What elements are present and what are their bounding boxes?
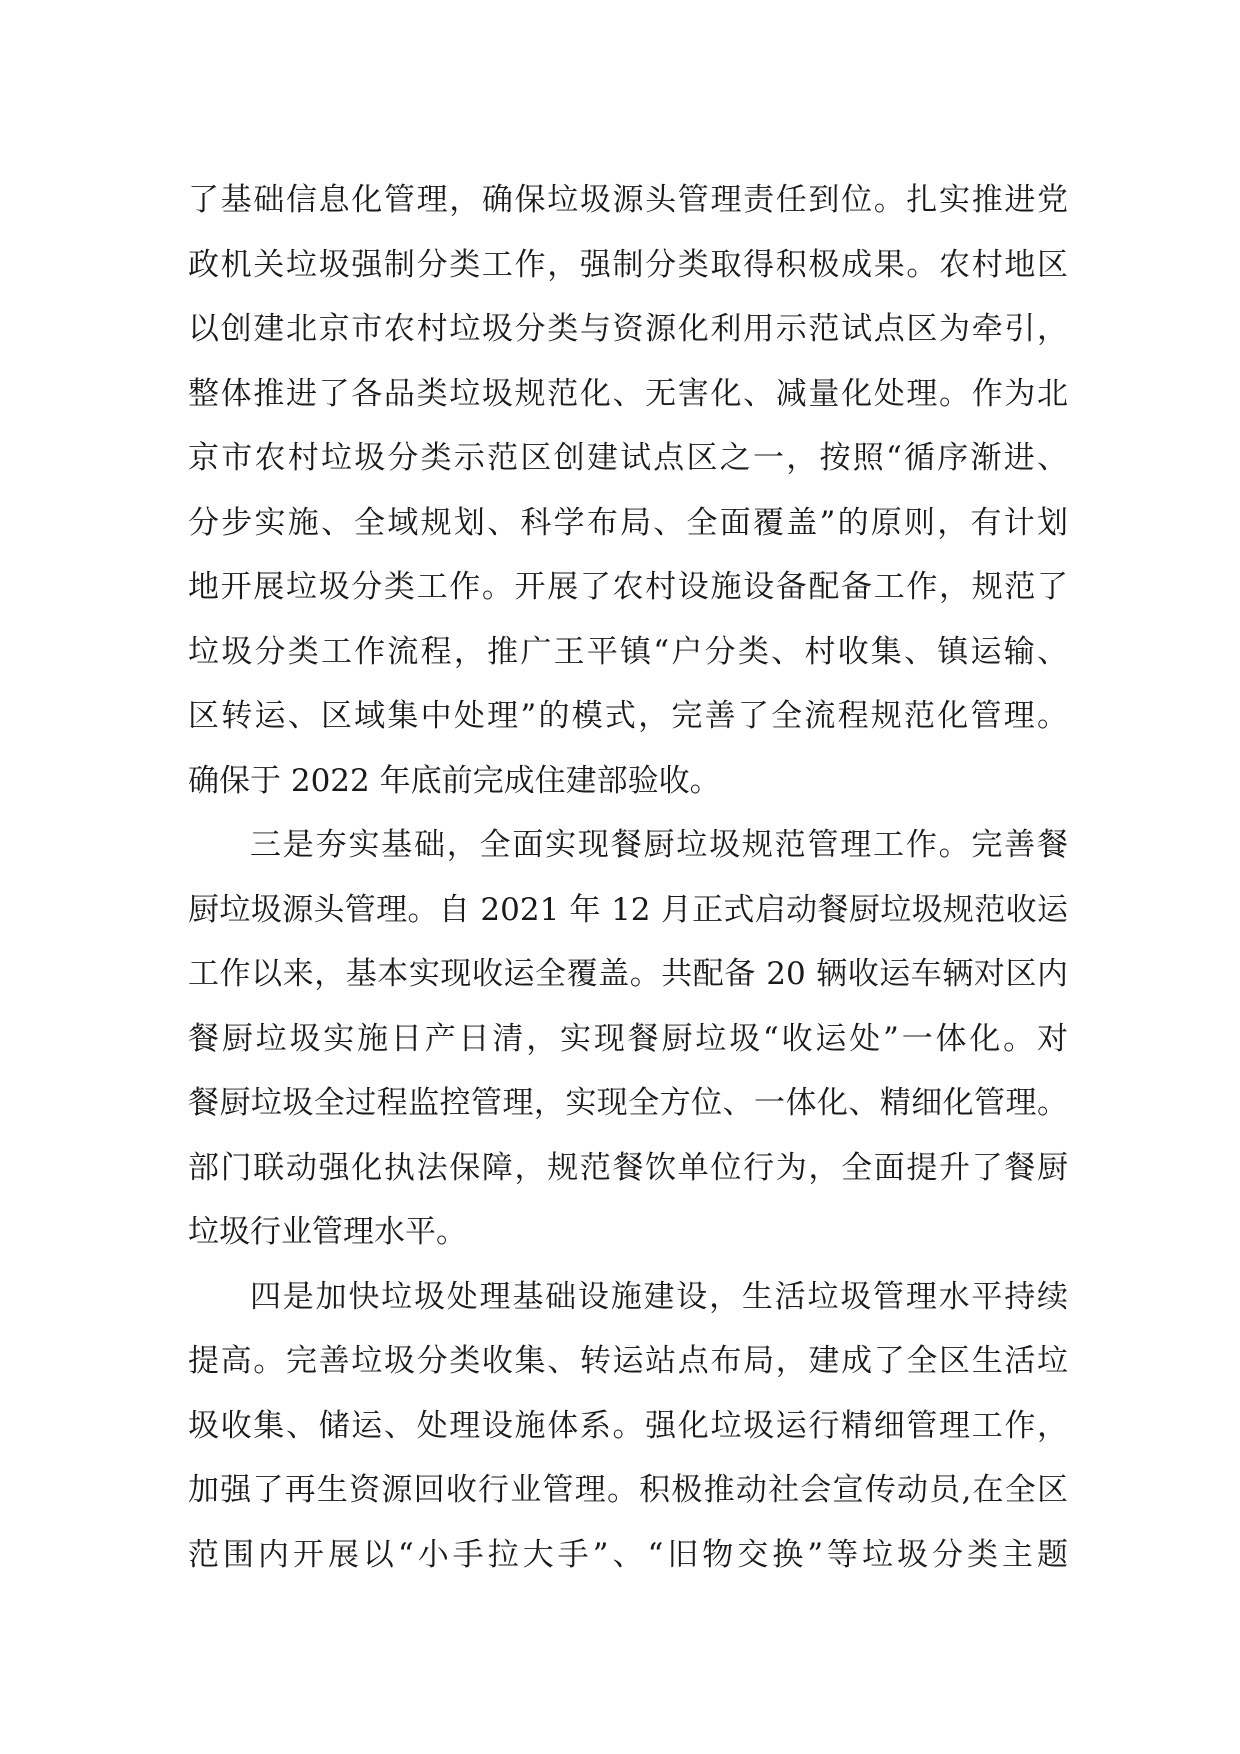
text-line: 政机关垃圾强制分类工作，强制分类取得积极成果。农村地区: [188, 246, 1068, 283]
paragraph-3: [188, 1265, 1068, 1588]
paragraph-1: [188, 168, 1068, 813]
text-line: 以创建北京市农村垃圾分类与资源化利用示范试点区为牵引，: [188, 311, 1068, 347]
paragraph-2: [188, 813, 1068, 1265]
text-line: 分步实施、全域规划、科学布局、全面覆盖”的原则，有计划: [188, 504, 1068, 541]
text-line: 餐厨垃圾实施日产日清，实现餐厨垃圾“收运处”一体化。对: [188, 1020, 1068, 1057]
text-line: 工作以来，基本实现收运全覆盖。共配备 20 辆收运车辆对区内: [188, 956, 1068, 992]
text-line: 整体推进了各品类垃圾规范化、无害化、减量化处理。作为北: [188, 375, 1068, 412]
text-line: 三是夯实基础，全面实现餐厨垃圾规范管理工作。完善餐: [250, 827, 1068, 863]
text-line: 部门联动强化执法保障，规范餐饮单位行为，全面提升了餐厨: [188, 1149, 1068, 1186]
text-line: 圾收集、储运、处理设施体系。强化垃圾运行精细管理工作，: [188, 1407, 1068, 1444]
text-line: 四是加快垃圾处理基础设施建设，生活垃圾管理水平持续: [250, 1278, 1068, 1315]
text-line: 了基础信息化管理，确保垃圾源头管理责任到位。扎实推进党: [188, 182, 1068, 218]
text-line: 京市农村垃圾分类示范区创建试点区之一，按照“循序渐进、: [188, 440, 1068, 476]
text-line: 提高。完善垃圾分类收集、转运站点布局，建成了全区生活垃: [188, 1343, 1068, 1379]
text-line: 范围内开展以“小手拉大手”、“旧物交换”等垃圾分类主题: [188, 1536, 1068, 1573]
text-line: 加强了再生资源回收行业管理。积极推动社会宣传动员,在全区: [188, 1472, 1068, 1508]
text-line: 确保于 2022 年底前完成住建部验收。: [188, 762, 721, 799]
text-line: 地开展垃圾分类工作。开展了农村设施设备配备工作，规范了: [188, 569, 1068, 605]
text-line: 垃圾行业管理水平。: [188, 1214, 467, 1250]
text-line: 垃圾分类工作流程，推广王平镇“户分类、村收集、镇运输、: [188, 633, 1068, 670]
text-line: 厨垃圾源头管理。自 2021 年 12 月正式启动餐厨垃圾规范收运: [188, 891, 1068, 928]
text-line: 餐厨垃圾全过程监控管理，实现全方位、一体化、精细化管理。: [188, 1085, 1068, 1121]
document-body: [188, 168, 1068, 1587]
text-line: 区转运、区域集中处理”的模式，完善了全流程规范化管理。: [188, 698, 1068, 734]
